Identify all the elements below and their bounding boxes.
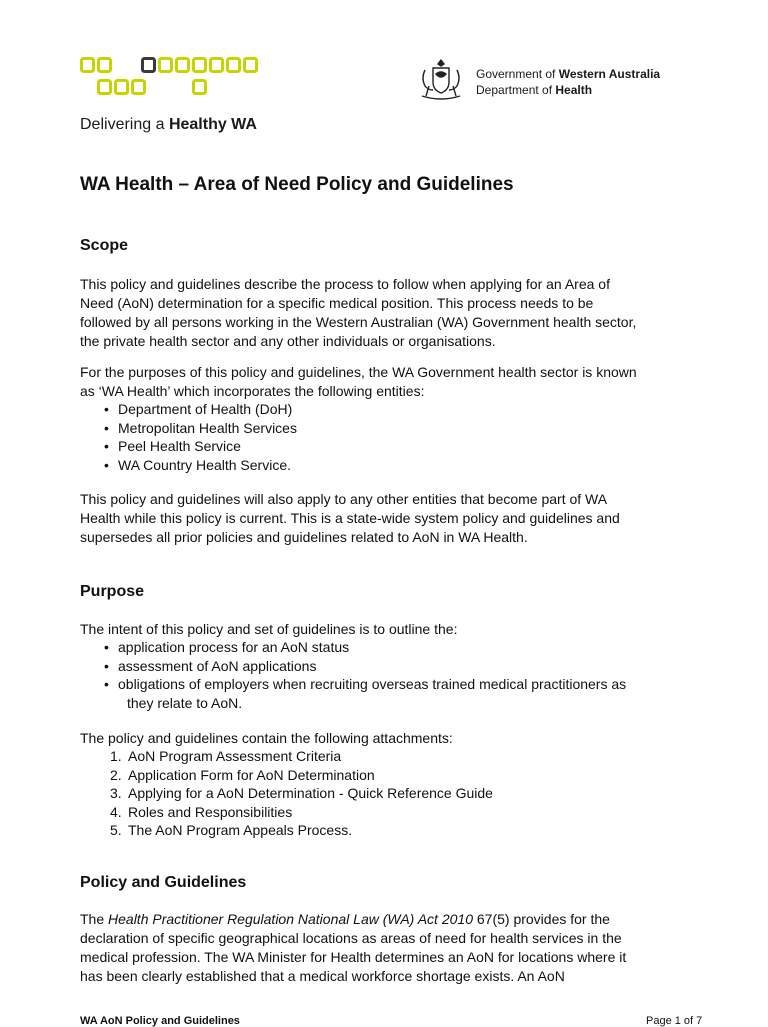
text-line: The intent of this policy and set of guidelines is to outline the:: [80, 621, 458, 637]
footer-document-name: WA AoN Policy and Guidelines: [80, 1015, 240, 1027]
entities-list: [80, 400, 720, 474]
scope-paragraph-1: [80, 275, 720, 351]
list-item: • WA Country Health Service.: [104, 456, 291, 473]
policy-paragraph: [80, 910, 720, 986]
text-line: This policy and guidelines describe the process to follow when applying for an Area of: [80, 276, 610, 292]
department-name: Department of Health: [476, 83, 593, 97]
scope-paragraph-2: [80, 363, 720, 401]
footer-page-number: Page 1 of 7: [646, 1015, 703, 1027]
list-item: • Peel Health Service: [104, 438, 241, 454]
list-item: • application process for an AoN status: [104, 639, 350, 655]
text-line: Health while this policy is current. This is a state-wide system policy and guidelines and: [80, 510, 620, 526]
text-line: Need (AoN) determination for a specific medical position. This process needs to be: [80, 295, 594, 311]
logo-tagline: Delivering a Healthy WA: [80, 116, 257, 133]
text-line: the private health sector and any other individuals or organisations.: [80, 333, 496, 349]
policy-heading: Policy and Guidelines: [80, 874, 247, 891]
list-item: 4. Roles and Responsibilities: [110, 803, 293, 820]
text-line: has been clearly established that a medical workforce shortage exists. An AoN: [80, 968, 565, 984]
purpose-heading: Purpose: [80, 583, 145, 600]
coat-of-arms-icon: [416, 56, 466, 104]
text-line: For the purposes of this policy and guidelines, the WA Government health sector is known: [80, 364, 637, 380]
purpose-list: [80, 638, 720, 712]
act-name: Health Practitioner Regulation National Law (WA) Act 2010: [108, 911, 473, 927]
list-item: • Department of Health (DoH): [104, 401, 293, 417]
attachments-intro: [80, 729, 720, 748]
text-line: This policy and guidelines will also apply to any other entities that become part of WA: [80, 491, 608, 507]
list-item: 1. AoN Program Assessment Criteria: [110, 748, 342, 764]
scope-paragraph-3: [80, 490, 720, 547]
list-item: • assessment of AoN applications: [104, 657, 317, 674]
text-line: The policy and guidelines contain the following attachments:: [80, 730, 453, 746]
healthy-wa-logo: [80, 56, 280, 136]
text-line: The Health Practitioner Regulation National Law (WA) Act 2010 67(5) provides for the: [80, 911, 610, 927]
text-line: followed by all persons working in the Western Australian (WA) Government health sector,: [80, 314, 637, 330]
text-line: declaration of specific geographical locations as areas of need for health services in the: [80, 930, 622, 946]
purpose-intro: [80, 620, 720, 639]
list-item: • Metropolitan Health Services: [104, 419, 297, 436]
healthy-wa-logo-mark-icon: [80, 56, 270, 100]
government-name: Government of Western Australia: [476, 67, 661, 81]
scope-heading: Scope: [80, 237, 129, 254]
list-item: 5. The AoN Program Appeals Process.: [110, 822, 353, 838]
government-logo: [416, 56, 716, 106]
text-line: medical profession. The WA Minister for Health determines an AoN for locations where it: [80, 949, 627, 965]
text-line: supersedes all prior policies and guidelines related to AoN in WA Health.: [80, 529, 528, 545]
list-item: • obligations of employers when recruiting overseas trained medical practitioners as they relate to AoN.: [104, 676, 627, 711]
list-item: 2. Application Form for AoN Determination: [110, 766, 375, 783]
text-line: as ‘WA Health’ which incorporates the following entities:: [80, 383, 425, 399]
document-title: WA Health – Area of Need Policy and Guidelines: [80, 174, 514, 195]
attachments-list: [80, 747, 720, 840]
list-item: 3. Applying for a AoN Determination - Quick Reference Guide: [110, 785, 493, 801]
